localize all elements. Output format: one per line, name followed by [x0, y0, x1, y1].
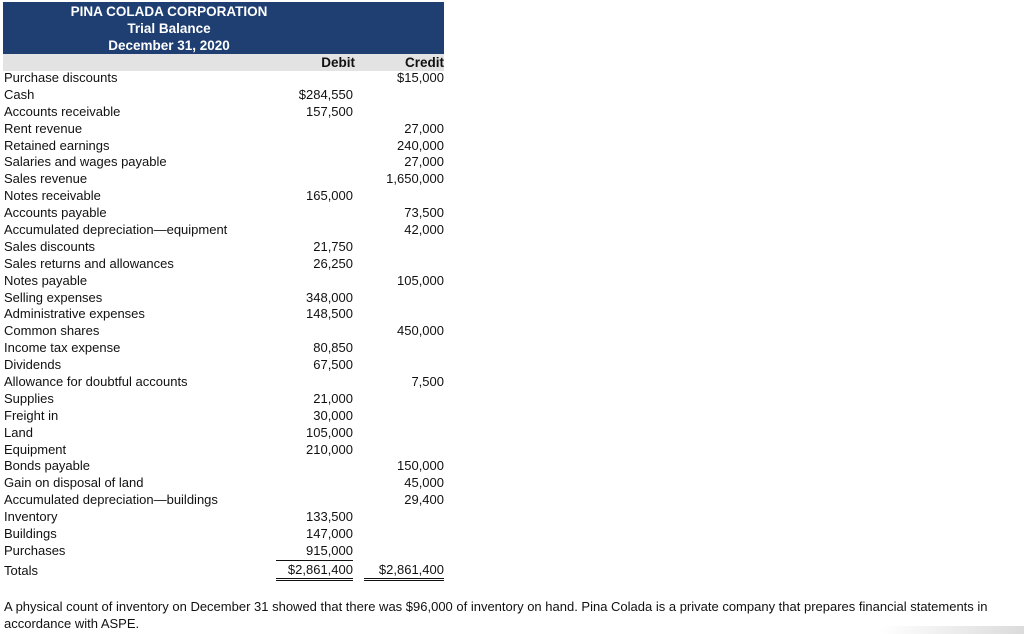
- table-row: [0, 391, 450, 408]
- table-row: [0, 509, 450, 526]
- table-row: [0, 526, 450, 543]
- table-row: [0, 442, 450, 459]
- inventory-note: A physical count of inventory on December 31 showed that there was $96,000 of inventory on hand. Pina Colada is a private company that prepares financial statements in accordance with ASPE.: [4, 599, 988, 631]
- table-row: [0, 290, 450, 307]
- account-name: Notes receivable: [4, 188, 101, 204]
- table-row: [0, 492, 450, 509]
- table-row: [0, 87, 450, 104]
- table-row: [0, 70, 450, 87]
- debit-amount: 210,000: [306, 441, 353, 457]
- statement-date: December 31, 2020: [108, 38, 230, 53]
- table-row: [0, 340, 450, 357]
- account-name: Income tax expense: [4, 340, 121, 356]
- account-name: Supplies: [4, 390, 54, 406]
- account-name: Notes payable: [4, 272, 88, 288]
- totals-debit: $2,861,400: [276, 561, 353, 581]
- credit-column-header: Credit: [404, 55, 444, 70]
- debit-amount: 80,850: [313, 340, 353, 356]
- table-row: [0, 475, 450, 492]
- account-name: Sales revenue: [4, 171, 88, 187]
- table-row: [0, 256, 450, 273]
- table-row: [0, 458, 450, 475]
- account-name: Buildings: [4, 526, 57, 542]
- account-name: Gain on disposal of land: [4, 475, 144, 491]
- account-name: Sales returns and allowances: [4, 255, 174, 271]
- credit-amount: 7,500: [411, 374, 444, 390]
- table-row: [0, 425, 450, 442]
- debit-amount: 133,500: [306, 509, 353, 525]
- account-name: Common shares: [4, 323, 100, 339]
- table-row: [0, 171, 450, 188]
- account-name: Dividends: [4, 357, 62, 373]
- account-name: Cash: [4, 86, 35, 102]
- account-name: Land: [4, 424, 33, 440]
- account-name: Freight in: [4, 407, 59, 423]
- table-row: [0, 138, 450, 155]
- debit-amount: 157,500: [306, 103, 353, 119]
- debit-amount: 348,000: [306, 289, 353, 305]
- debit-amount: 915,000: [276, 543, 353, 561]
- account-name: Purchase discounts: [4, 70, 118, 85]
- table-row: [0, 357, 450, 374]
- account-name: Sales discounts: [4, 238, 96, 254]
- debit-amount: 148,500: [306, 306, 353, 322]
- table-row: [0, 374, 450, 391]
- table-row: [0, 104, 450, 121]
- debit-amount: 165,000: [306, 188, 353, 204]
- totals-credit: $2,861,400: [364, 561, 444, 581]
- credit-amount: 45,000: [404, 475, 444, 491]
- account-name: Purchases: [4, 542, 66, 558]
- account-name: Accumulated depreciation—equipment: [4, 222, 228, 238]
- table-row: [0, 222, 450, 239]
- account-name: Allowance for doubtful accounts: [4, 374, 188, 390]
- table-row: [0, 188, 450, 205]
- account-name: Salaries and wages payable: [4, 154, 167, 170]
- debit-amount: 147,000: [306, 526, 353, 542]
- bottom-fade: [880, 626, 1024, 634]
- statement-title: Trial Balance: [127, 21, 211, 36]
- credit-amount: $15,000: [397, 70, 444, 85]
- debit-amount: 67,500: [313, 357, 353, 373]
- table-row: [0, 154, 450, 171]
- debit-column-header: Debit: [321, 55, 355, 70]
- table-row: [0, 408, 450, 425]
- credit-amount: 240,000: [397, 137, 444, 153]
- totals-label: Totals: [4, 563, 38, 578]
- credit-amount: 27,000: [404, 120, 444, 136]
- credit-amount: 150,000: [397, 458, 444, 474]
- credit-amount: 73,500: [404, 205, 444, 221]
- debit-amount: 105,000: [306, 424, 353, 440]
- table-row: [0, 205, 450, 222]
- account-name: Administrative expenses: [4, 306, 145, 322]
- trial-balance-rows: [0, 70, 450, 560]
- account-name: Inventory: [4, 509, 58, 525]
- credit-amount: 450,000: [397, 323, 444, 339]
- credit-amount: 42,000: [404, 222, 444, 238]
- credit-amount: 1,650,000: [386, 171, 444, 187]
- credit-amount: 29,400: [404, 492, 444, 508]
- account-name: Equipment: [4, 441, 67, 457]
- debit-amount: $284,550: [298, 86, 353, 102]
- table-row: [0, 273, 450, 290]
- account-name: Retained earnings: [4, 137, 110, 153]
- account-name: Accounts receivable: [4, 103, 121, 119]
- totals-row: [0, 561, 450, 580]
- credit-amount: 105,000: [397, 272, 444, 288]
- debit-amount: 21,750: [313, 238, 353, 254]
- account-name: Bonds payable: [4, 458, 91, 474]
- table-row: [0, 323, 450, 340]
- account-name: Accumulated depreciation—buildings: [4, 492, 218, 508]
- company-name: PINA COLADA CORPORATION: [70, 4, 268, 19]
- trial-balance-header: [3, 2, 444, 54]
- debit-amount: 26,250: [313, 255, 353, 271]
- debit-amount: 21,000: [313, 390, 353, 406]
- account-name: Selling expenses: [4, 289, 103, 305]
- table-row: [0, 306, 450, 323]
- credit-amount: 27,000: [404, 154, 444, 170]
- table-row: [0, 543, 450, 560]
- table-row: [0, 239, 450, 256]
- account-name: Rent revenue: [4, 120, 83, 136]
- debit-amount: 30,000: [313, 407, 353, 423]
- account-name: Accounts payable: [4, 205, 107, 221]
- table-row: [0, 121, 450, 138]
